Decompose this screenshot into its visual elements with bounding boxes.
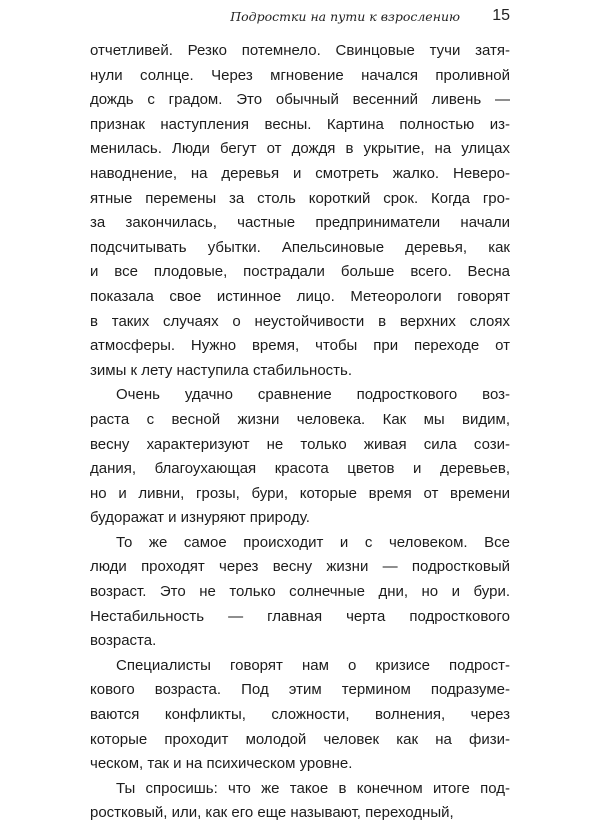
- text-line: ростковый, или, как его еще называют, переходный,: [90, 804, 454, 822]
- text-line: ческом, так и на психическом уровне.: [90, 755, 353, 773]
- text-line: ятные перемены за столь короткий срок. Когда гро-: [90, 189, 510, 207]
- text-line: весну характеризуют не только живая сила сози-: [90, 435, 510, 453]
- text-line: дания, благоухающая красота цветов и деревьев,: [90, 460, 510, 478]
- running-title: Подростки на пути к взрослению: [230, 9, 460, 24]
- text-line: Нестабильность — главная черта подросткового: [90, 607, 510, 625]
- text-line: зимы к лету наступила стабильность.: [90, 361, 353, 379]
- text-line: возраста.: [90, 632, 157, 650]
- paragraph: [90, 777, 510, 826]
- text-line: отчетливей. Резко потемнело. Свинцовые тучи затя-: [90, 42, 510, 59]
- text-line: признак наступления весны. Картина полностью из-: [90, 115, 510, 133]
- page-number: 15: [492, 7, 510, 24]
- text-line: подсчитывать убытки. Апельсиновые деревья, как: [90, 238, 510, 256]
- text-line: Ты спросишь: что же такое в конечном итоге под-: [116, 779, 510, 797]
- text-line: за закончилась, частные предприниматели начали: [90, 214, 510, 232]
- text-line: но и ливни, грозы, бури, которые время от времени: [90, 484, 510, 502]
- text-line: наводнение, на деревья и смотреть жалко. Неверо-: [90, 164, 510, 182]
- text-line: будоражат и изнуряют природу.: [90, 509, 310, 527]
- text-line: менилась. Люди бегут от дождя в укрытие, на улицах: [90, 140, 510, 158]
- text-line: в таких случаях о неустойчивости в верхних слоях: [90, 312, 510, 330]
- running-header: [90, 8, 510, 30]
- text-line: атмосферы. Нужно время, чтобы при переходе от: [90, 337, 510, 355]
- body-text: [90, 39, 510, 826]
- text-line: Очень удачно сравнение подросткового воз-: [116, 386, 510, 404]
- text-line: дождь с градом. Это обычный весенний ливень —: [90, 91, 510, 109]
- text-line: нули солнце. Через мгновение начался проливной: [90, 66, 510, 84]
- text-line: Специалисты говорят нам о кризисе подрост-: [116, 656, 510, 674]
- text-line: показала свое истинное лицо. Метеорологи говорят: [90, 287, 510, 305]
- text-line: люди проходят через весну жизни — подростковый: [90, 558, 510, 576]
- paragraph: [90, 39, 510, 383]
- text-line: которые проходит молодой человек как на физи-: [90, 730, 510, 748]
- text-line: ваются конфликты, сложности, волнения, через: [90, 706, 510, 724]
- paragraph: [90, 383, 510, 531]
- text-line: возраст. Это не только солнечные дни, но и бури.: [90, 583, 510, 601]
- paragraph: [90, 531, 510, 654]
- text-line: и все плодовые, пострадали больше всего. Весна: [90, 263, 510, 281]
- paragraph: [90, 654, 510, 777]
- text-line: раста с весной жизни человека. Как мы видим,: [90, 410, 510, 428]
- text-line: кового возраста. Под этим термином подразуме-: [90, 681, 510, 699]
- text-line: То же самое происходит и с человеком. Все: [116, 533, 510, 551]
